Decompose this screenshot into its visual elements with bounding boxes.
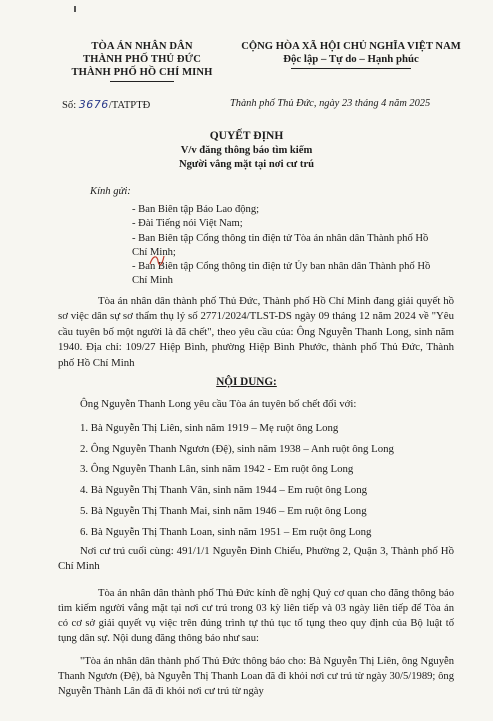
recipient-item: - Ban Biên tập Cổng thông tin điện tử Tòa án nhân dân Thành phố Hồ Chí Minh; (132, 232, 429, 258)
header-right-rule (291, 68, 411, 69)
national-header (220, 40, 482, 69)
list-item: 6. Bà Nguyễn Thị Thanh Loan, sinh năm 1951 – Em ruột ông Long (80, 525, 372, 538)
list-item: 1. Bà Nguyễn Thị Liên, sinh năm 1919 – Mẹ ruột ông Long (80, 422, 339, 434)
recipient-item: - Ban Biên tập Cổng thông tin điện tử Ủy ban nhân dân Thành phố Hồ Chí Minh (132, 261, 431, 287)
decision-title: QUYẾT ĐỊNH (209, 130, 284, 142)
request-paragraph: Tòa án nhân dân thành phố Thủ Đức kính đề nghị Quý cơ quan cho đăng thông báo tìm kiếm người vắng mặt tại nơi cư trú trong 03 kỳ liên tiếp và 03 ngày liên tiếp để Tòa án có cơ sở giải quyết vụ việc trên đúng trình tự thủ tục tố tụng theo quy định của Bộ luật tố tụng dân sự. Nội dung đăng thông báo như sau: (58, 588, 454, 644)
court-name-line3: THÀNH PHỐ HỒ CHÍ MINH (71, 67, 213, 78)
list-item: 2. Ông Nguyễn Thanh Ngươn (Đệ), sinh năm 1938 – Anh ruột ông Long (80, 442, 394, 455)
recipient-item: - Đài Tiếng nói Việt Nam; (132, 218, 243, 230)
recipient-list (132, 203, 432, 289)
header-left-rule (110, 81, 174, 82)
doc-number-suffix: /TATPTĐ (108, 100, 151, 111)
pen-mark-icon (148, 252, 166, 268)
national-motto: Độc lập – Tự do – Hạnh phúc (283, 53, 419, 65)
court-name-line1: TÒA ÁN NHÂN DÂN (91, 41, 193, 52)
last-residence: Nơi cư trú cuối cùng: 491/1/1 Nguyễn Đình Chiểu, Phường 2, Quận 3, Thành phố Hồ Chí Minh (58, 545, 454, 573)
request-lead: Ông Nguyễn Thanh Long yêu cầu Tòa án tuyên bố chết đối với: (80, 398, 357, 410)
place-date: Thành phố Thủ Đức, ngày 23 tháng 4 năm 2025 (230, 98, 431, 109)
national-title: CỘNG HÒA XÃ HỘI CHỦ NGHĨA VIỆT NAM (241, 41, 461, 52)
doc-number-handwritten: 3676 (78, 98, 109, 111)
court-name-line2: THÀNH PHỐ THỦ ĐỨC (83, 54, 201, 65)
kinh-gui-label: Kính gửi: (90, 186, 131, 197)
person-list (80, 418, 394, 542)
list-item: 5. Bà Nguyễn Thị Thanh Mai, sinh năm 1946 – Em ruột ông Long (80, 504, 367, 517)
decision-subject-line1: V/v đăng thông báo tìm kiếm (180, 145, 313, 156)
notice-quote: "Tòa án nhân dân thành phố Thủ Đức thông báo cho: Bà Nguyễn Thị Liên, ông Nguyễn Thanh Ngươn (Đệ), bà Nguyễn Thị Thanh Loan đã đi khỏi nơi cư trú từ ngày 30/5/1989; ông Nguyễn Thành Lân đã đi khỏi nơi cư trú từ ngày (58, 656, 454, 697)
court-header (44, 40, 240, 82)
document-number (62, 98, 150, 111)
doc-number-prefix: Số: (62, 100, 77, 111)
list-item: 3. Ông Nguyễn Thanh Lân, sinh năm 1942 - Em ruột ông Long (80, 463, 354, 476)
recipient-item: - Ban Biên tập Báo Lao động; (132, 204, 260, 215)
list-item: 4. Bà Nguyễn Thị Thanh Vân, sinh năm 1944 – Em ruột ông Long (80, 484, 367, 497)
ink-speck (74, 6, 76, 12)
decision-subject-line2: Người vắng mặt tại nơi cư trú (178, 159, 315, 170)
section-heading: NỘI DUNG: (216, 376, 277, 388)
intro-paragraph: Tòa án nhân dân thành phố Thủ Đức, Thành phố Hồ Chí Minh đang giải quyết hồ sơ việc dân sự sơ thẩm thụ lý số 2771/2024/TLST-DS ngày 09 tháng 12 năm 2024 về "Yêu cầu tuyên bố một người là đã chết", theo yêu cầu của: Ông Nguyễn Thanh Long, sinh năm 1940. Địa chỉ: 109/27 Hiệp Bình, phường Hiệp Bình Phước, thành phố Thủ Đức, Thành phố Hồ Chí Minh (58, 295, 454, 369)
